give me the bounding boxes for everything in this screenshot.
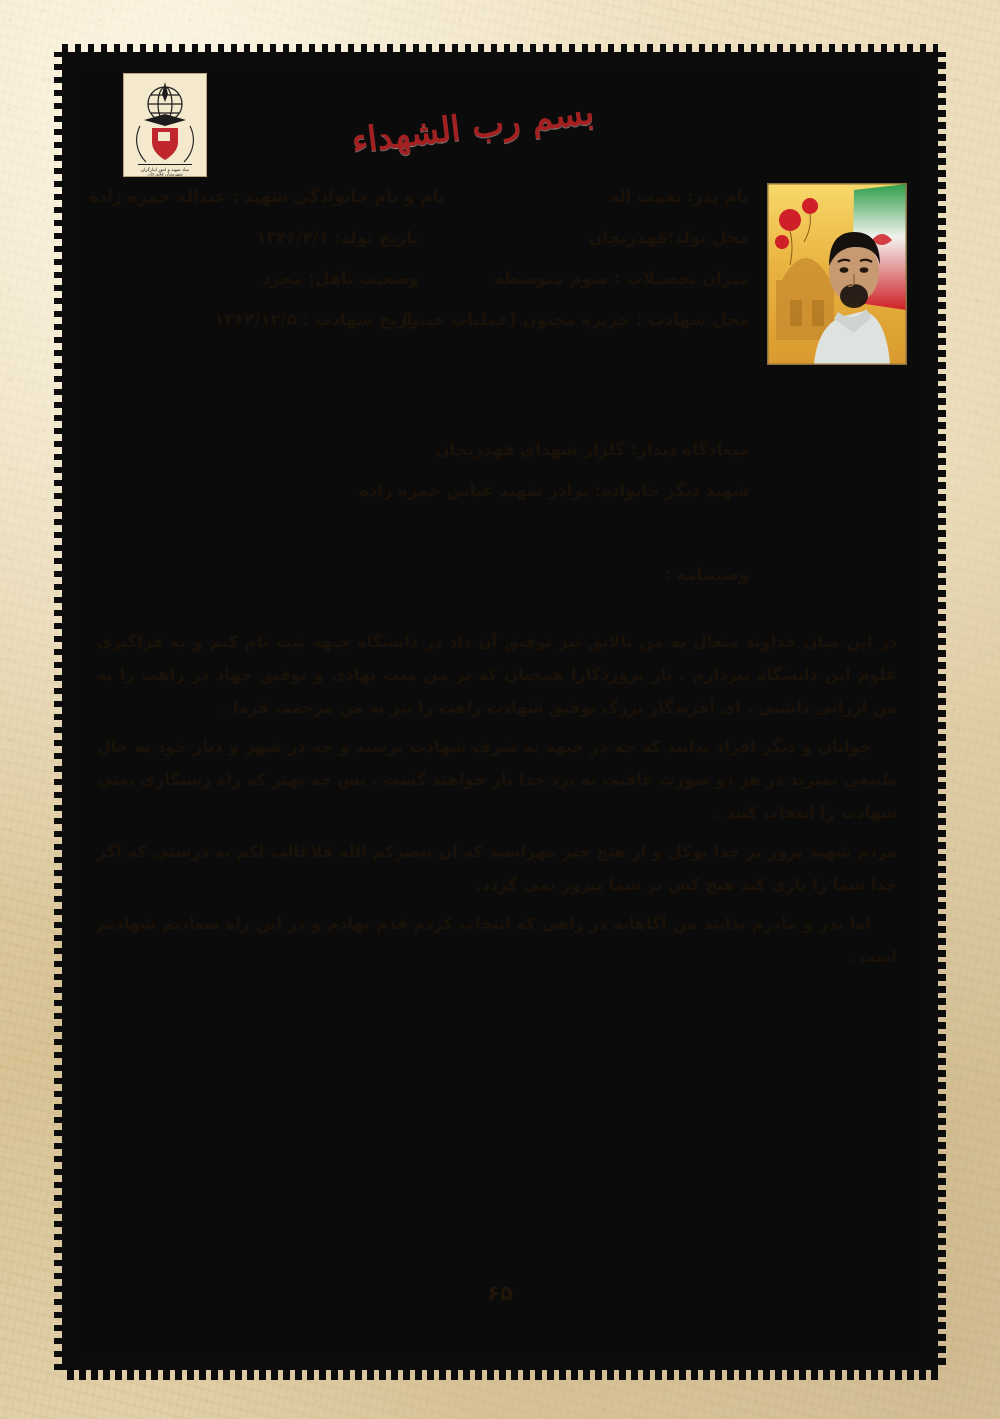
info-birth-date: تاریخ تولد: ۱۳۴۶/۴/۱ [256,228,419,247]
info-martyrdom-place: محل شهادت : جزیره مجنون (عملیات خیبر) [401,310,749,329]
page-content [75,65,925,1357]
basmala-heading: بسم رب الشهداء [349,92,597,162]
info-other-family-martyr: شهید دیگر خانواده: برادر شهید عباس حمزه زاده [359,481,749,500]
info-row-name [89,187,749,206]
info-row-martyrdom [89,310,749,329]
info-full-name: نام و نام خانوادگی شهید : عبداله حمزه زاده [89,187,445,206]
info-marital-status: وضعیت تاهل: مجرد [261,269,419,288]
info-row-birth [89,228,749,247]
martyr-info-table [89,187,749,351]
martyr-portrait [767,183,907,365]
svg-text:بنیاد شهید و امور ایثارگران: بنیاد شهید و امور ایثارگران [140,168,190,173]
foundation-logo-icon [123,73,207,177]
frame-teeth-bottom [62,1370,938,1380]
will-paragraph: مردم شهید پرور بر خدا توکل و از هیچ چیز مهراسید که ان ینصرکم الله فلاغالب لکم به درستی که اگر خدا شما را یاری کند هیچ کس بر شما پیروز نمی گردد. [97,842,897,894]
will-paragraph: اما پدر و مادرم بدانید من آگاهانه در راهی که انتخاب کردم قدم نهادم و در این راه سعادتم شهادتم است . [97,914,897,966]
will-paragraph: جوانان و دیگر افراد بدانند که چه در جبهه به شرف شهادت برسند و چه در شهر و دیار خود به حال طبیعی بمیرند در هر دو صورت عاقبت به نزد خدا باز خواهند گشت . پس چه بهتر که راه رستگاری یعنی شهادت را انتخاب کنند . [97,737,897,822]
info-father-name: نام پدر: نعمت اله [609,187,749,206]
martyr-extra-info [89,440,749,522]
info-martyrdom-date: تاریخ شهادت : ۱۳۶۲/۱۲/۵ [214,310,419,329]
will-paragraph: در این میان خداوند متعال به من نالایق نیز توفیق آن داد در دانشگاه جبهه ثبت نام کنم و به فراگیری علوم این دانشگاه بپردازم . بار پروردگارا همچنان که بر من منت نهادی و توفیق جهاد در راهت را به من ارزانی داشتی ، ای آفریدگار بزرگ توفیق شهادت راهت را نیز به من مرحمت فرما . [97,632,897,717]
will-text [97,625,897,979]
page-number: ۶۵ [487,1281,513,1305]
svg-text:شهرستان فلاورجان: شهرستان فلاورجان [147,172,183,176]
will-section-label: وصیتنامه : [663,565,749,584]
info-row-status [89,269,749,288]
info-burial-place: میعادگاه دیدار: گلزار شهدای قهدریجان [435,440,749,459]
info-birth-place: محل تولد:قهدریجان [588,228,749,247]
info-education: میزان تحصیلات : سوم متوسطه [494,269,749,288]
